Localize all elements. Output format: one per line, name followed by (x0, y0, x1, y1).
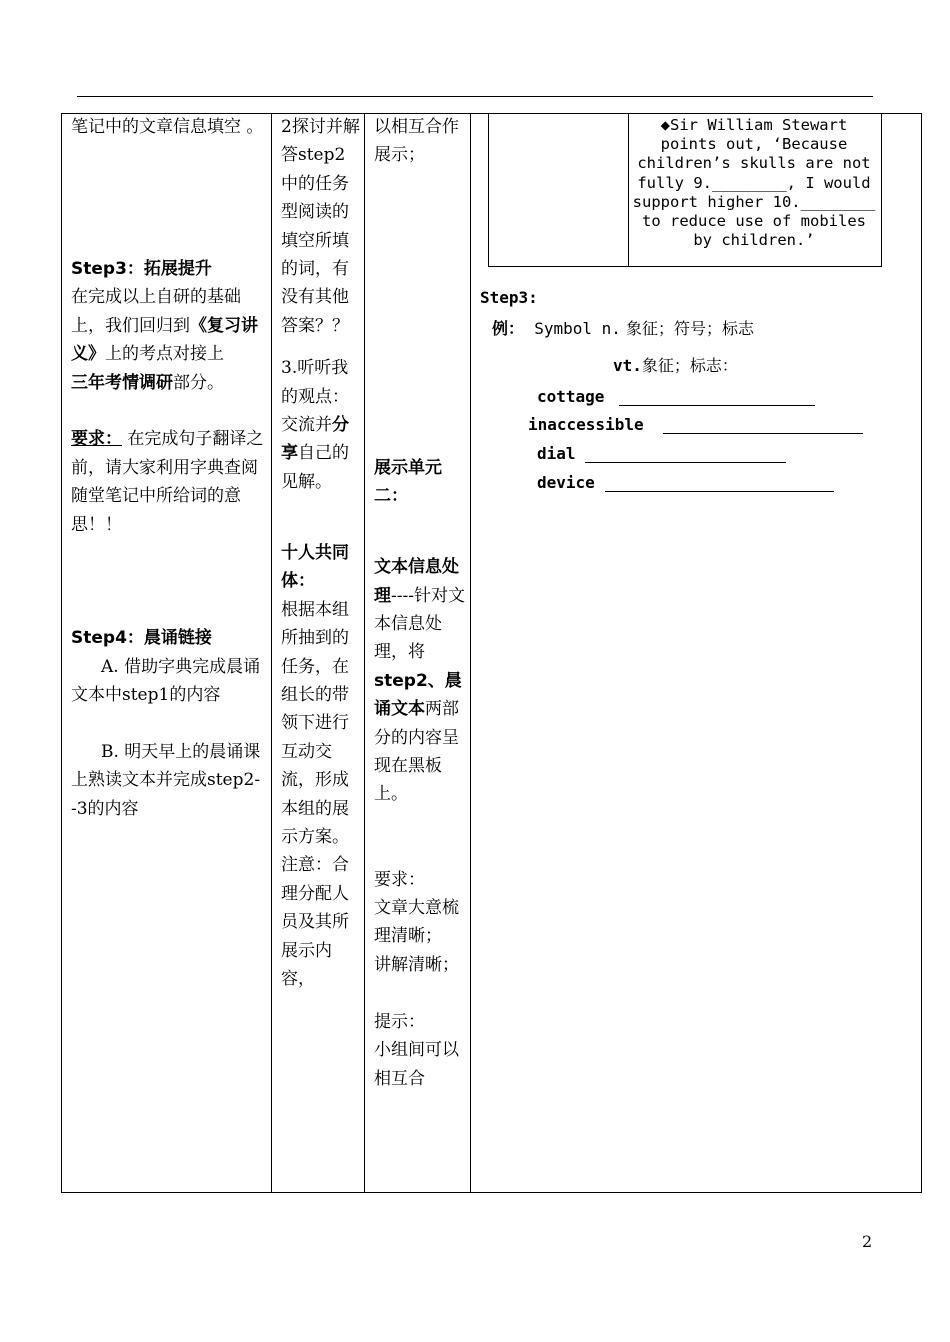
answer-blank[interactable] (585, 462, 786, 463)
group-note: 注意：合理分配人员及其所展示内容， (281, 855, 349, 989)
table-col-border (470, 113, 471, 1193)
processing-text: 文本信息处理----针对文本信息处理，将step2、晨诵文本两部分的内容呈现在黑板上。 (374, 557, 465, 805)
unit-title: 展示单元二： (374, 457, 442, 507)
table-col-border (921, 113, 922, 1193)
vocab-word: inaccessible (528, 415, 644, 434)
quote-text: ◆Sir William Stewart points out, ‘Because children’s skulls are not fully 9.________, I would support higher 10.________ to reduce use of mobiles by children.’ (632, 116, 876, 250)
req-2: 讲解清晰； (374, 954, 459, 975)
hint-text: 小组间可以相互合 (374, 1040, 459, 1089)
step4-b: B. 明天早上的晨诵课上熟读文本并完成step2--3的内容 (71, 741, 261, 819)
hint-label: 提示： (374, 1011, 425, 1032)
step4-a: A. 借助字典完成晨诵文本中step1的内容 (71, 656, 261, 706)
column-study-steps (71, 113, 267, 823)
group-title: 十人共同体： (281, 542, 349, 592)
answer-blank[interactable] (605, 491, 834, 492)
table-col-border (271, 113, 272, 1193)
header-rule (77, 96, 873, 97)
intro-text: 笔记中的文章信息填空 。 (71, 117, 264, 137)
answer-blank[interactable] (663, 433, 863, 434)
presentation-cont: 以相互合作展示； (374, 117, 459, 166)
table-bottom-border (61, 1192, 922, 1193)
req-1: 文章大意梳理清晰； (374, 898, 459, 947)
step4-title: Step4：晨诵链接 (71, 628, 212, 649)
example-line: 例： Symbol n. 象征；符号；标志 (492, 319, 754, 338)
step3-text: 在完成以上自研的基础上，我们回归到《复习讲义》上的考点对接上 (71, 287, 258, 365)
group-text: 根据本组所抽到的任务，在组长的带领下进行互动交流，形成本组的展示方案。 (281, 599, 349, 847)
answer-blank[interactable] (619, 405, 815, 406)
activity-2: 2探讨并解答step2中的任务型阅读的填空所填的词，有没有其他答案？？ (281, 117, 360, 336)
quote-box-divider (628, 113, 629, 266)
step3-title: Step3：拓展提升 (71, 259, 212, 279)
vocab-word: dial (537, 444, 576, 463)
requirement-text: 要求： 在完成句子翻译之前，请大家利用字典查阅随堂笔记中所给词的意思！！ (71, 429, 264, 535)
column-activities (281, 113, 361, 993)
column-presentation (374, 113, 466, 1093)
example-vt-line: vt.象征；标志： (613, 356, 738, 375)
page-number: 2 (862, 1232, 873, 1251)
vocab-word: device (537, 473, 595, 492)
step3-label: Step3: (480, 288, 538, 307)
step3-section: 三年考情调研部分。 (71, 372, 224, 393)
req-label: 要求： (374, 869, 425, 890)
table-col-border (364, 113, 365, 1193)
vocab-word: cottage (537, 387, 605, 406)
table-col-border (61, 113, 62, 1193)
activity-3: 3.听听我的观点：交流并分享自己的见解。 (281, 358, 349, 492)
